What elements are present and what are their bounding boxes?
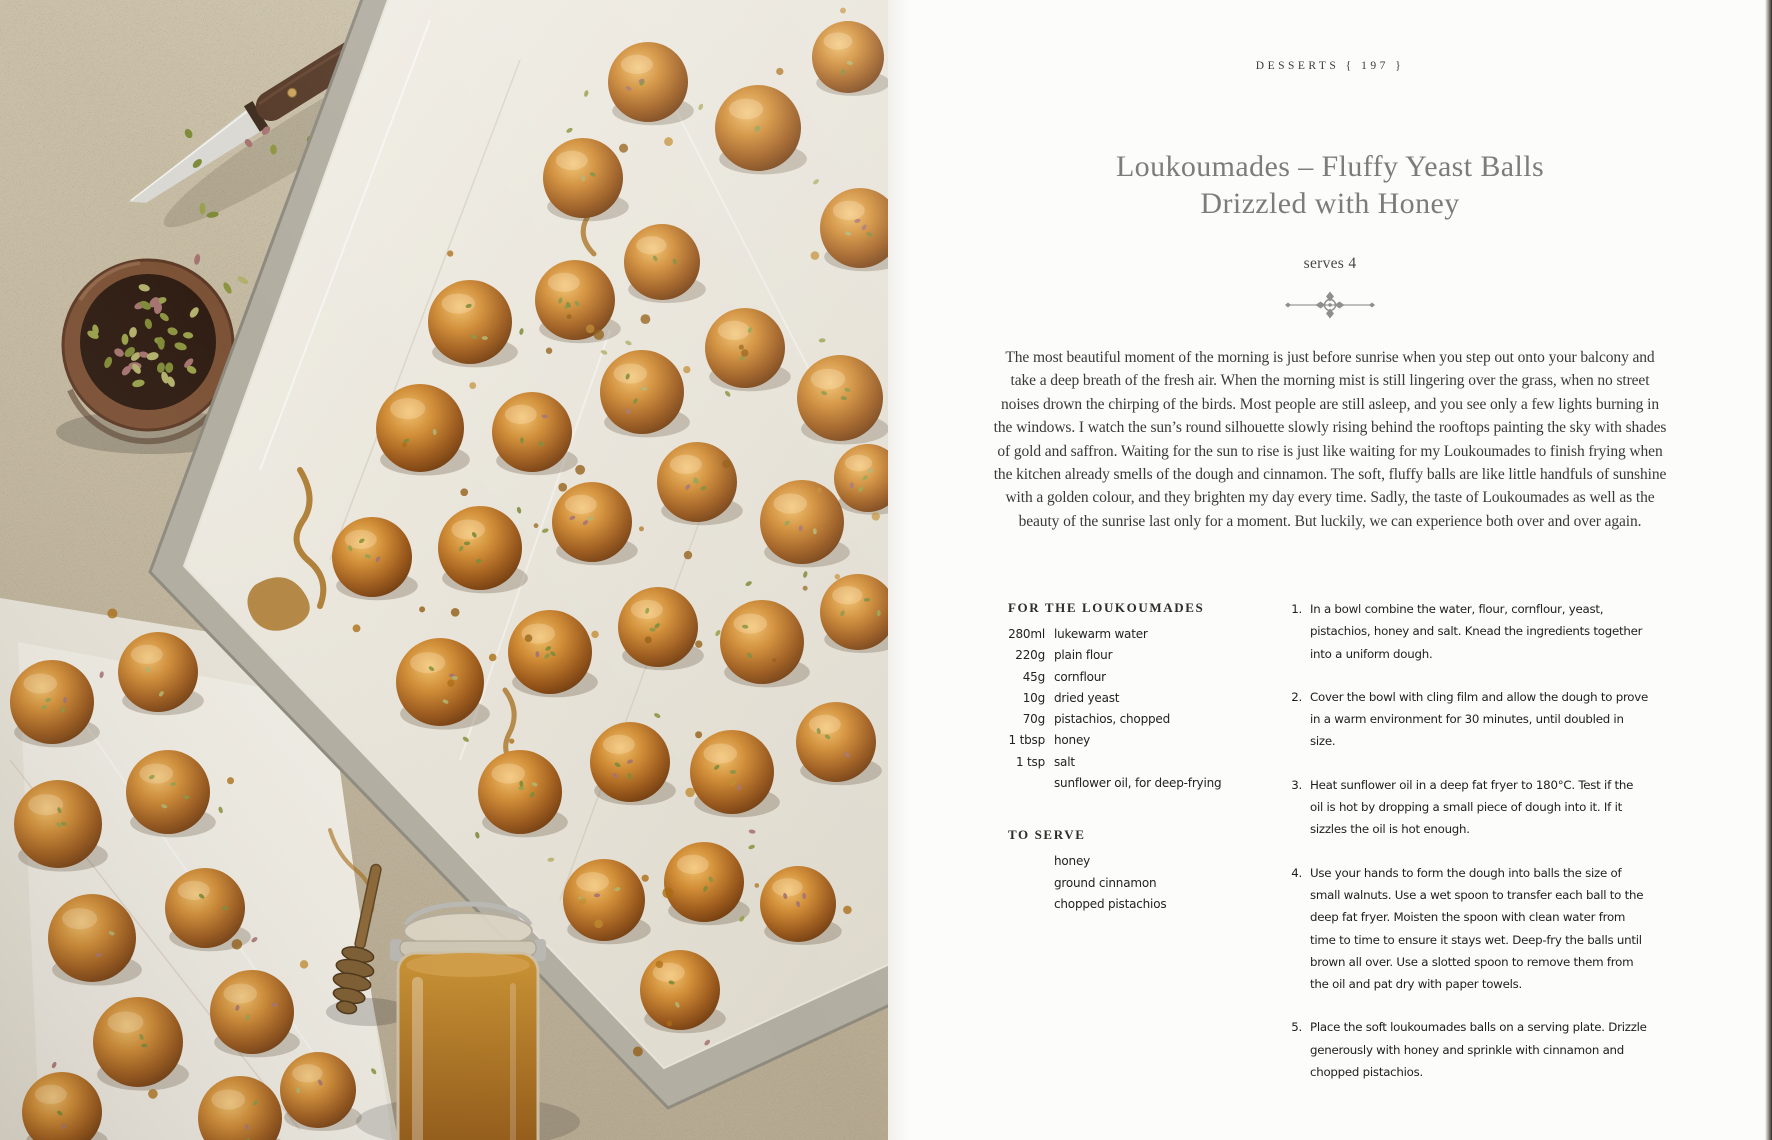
step-number: 2. bbox=[1291, 689, 1302, 704]
recipe-title-line2: Drizzled with Honey bbox=[1200, 187, 1460, 220]
recipe-intro: The most beautiful moment of the morning is just before sunrise when you step out onto your balcony and take a deep breath of the fresh air. When the morning mist is still lingering over the grass, when no street noises drown the chirping of the birds. Most people are still asleep, and you see only a few lights burning in the windows. I watch the sun’s round silhouette slowly rising behind the rooftops painting the sky with shades of gold and saffron. Waiting for the sun to rise is just like waiting for my Loukoumades to finish frying when the kitchen already smells of the dough and cinnamon. The soft, fluffy balls are like little handfuls of sunshine with a golden colour, and they brighten my day every time. Sadly, the taste of Loukoumades as well as the beauty of the sunrise last only for a moment. But luckily, we can experience both over and over again. bbox=[993, 349, 1667, 530]
ingredient-qty bbox=[990, 773, 1045, 794]
step-number: 3. bbox=[1291, 777, 1302, 792]
ingredient-name: honey bbox=[1054, 854, 1091, 869]
ingredient-row bbox=[990, 667, 1280, 688]
ingredient-name: ground cinnamon bbox=[1054, 875, 1157, 890]
ingredient-name: chopped pistachios bbox=[1054, 896, 1167, 911]
ingredient-qty bbox=[990, 851, 1045, 872]
ingredient-row bbox=[990, 894, 1280, 915]
step-text: In a bowl combine the water, flour, cornflour, yeast, pistachios, honey and salt. Knead the ingredients together into a uniform dough. bbox=[1310, 602, 1643, 661]
ingredient-name: pistachios, chopped bbox=[1054, 712, 1171, 727]
ingredient-name: sunflower oil, for deep-frying bbox=[1054, 776, 1222, 791]
ingredient-qty: 1 tsp bbox=[1015, 754, 1045, 769]
book-page-edge bbox=[1765, 0, 1772, 1140]
step-number: 5. bbox=[1291, 1020, 1302, 1035]
ingredients-list bbox=[990, 600, 1280, 915]
ingredient-qty bbox=[990, 894, 1045, 915]
ingredient-name: dried yeast bbox=[1054, 690, 1120, 705]
step-number: 4. bbox=[1291, 865, 1302, 880]
ingredient-row bbox=[990, 709, 1280, 730]
ingredient-row bbox=[990, 752, 1280, 773]
ingredient-qty: 70g bbox=[1022, 712, 1045, 727]
method-steps bbox=[1286, 598, 1648, 1104]
recipe-title bbox=[888, 148, 1772, 222]
serves-label: serves 4 bbox=[1303, 255, 1357, 272]
ingredient-qty: 10g bbox=[1022, 690, 1045, 705]
ingredient-name: cornflour bbox=[1054, 669, 1106, 684]
ingredient-row bbox=[990, 730, 1280, 751]
page-header: DESSERTS { 197 } bbox=[1255, 60, 1405, 72]
ingredient-row bbox=[990, 773, 1280, 794]
ingredient-row bbox=[990, 645, 1280, 666]
ingredients-heading: FOR THE LOUKOUMADES bbox=[1008, 600, 1205, 615]
divider-ornament-icon bbox=[1284, 289, 1376, 321]
ingredient-qty: 1 tbsp bbox=[1008, 733, 1045, 748]
recipe-page bbox=[888, 0, 1772, 1140]
step-text: Place the soft loukoumades balls on a serving plate. Drizzle generously with honey and sprinkle with cinnamon and chopped pistachios. bbox=[1310, 1020, 1647, 1080]
ingredient-row bbox=[990, 873, 1280, 894]
ingredient-qty: 280ml bbox=[1008, 627, 1045, 641]
ingredient-name: salt bbox=[1054, 754, 1075, 769]
ingredient-qty: 220g bbox=[1015, 648, 1045, 663]
ingredient-name: honey bbox=[1054, 733, 1091, 748]
ingredient-row bbox=[990, 688, 1280, 709]
ingredient-row bbox=[990, 851, 1280, 872]
step-5 bbox=[1286, 1016, 1648, 1083]
ingredient-name: plain flour bbox=[1054, 648, 1113, 663]
step-2 bbox=[1286, 686, 1648, 753]
ingredient-qty: 45g bbox=[1022, 669, 1045, 684]
recipe-title-line1: Loukoumades – Fluffy Yeast Balls bbox=[1115, 150, 1545, 183]
to-serve-heading: TO SERVE bbox=[1008, 827, 1086, 843]
ingredient-row bbox=[990, 624, 1280, 645]
step-text: Cover the bowl with cling film and allow the dough to prove in a warm environment for 30 minutes, until doubled in size. bbox=[1310, 689, 1648, 749]
ingredient-qty bbox=[990, 873, 1045, 894]
ingredient-name: lukewarm water bbox=[1054, 627, 1148, 641]
step-text: Use your hands to form the dough into balls the size of small walnuts. Use a wet spoon to transfer each ball to the deep fat fryer. Moisten the spoon with clean water from time to time to ensure it stays wet. Deep-fry the balls until brown all over. Use a slotted spoon to remove them from the oil and pat dry with paper towels. bbox=[1310, 865, 1644, 992]
step-text: Heat sunflower oil in a deep fat fryer to 180°C. Test if the oil is hot by dropping a small piece of dough into it. If it sizzles the oil is hot enough. bbox=[1310, 777, 1634, 837]
step-1 bbox=[1286, 598, 1648, 665]
step-3 bbox=[1286, 774, 1648, 841]
step-number: 1. bbox=[1291, 602, 1302, 616]
step-4 bbox=[1286, 862, 1648, 996]
